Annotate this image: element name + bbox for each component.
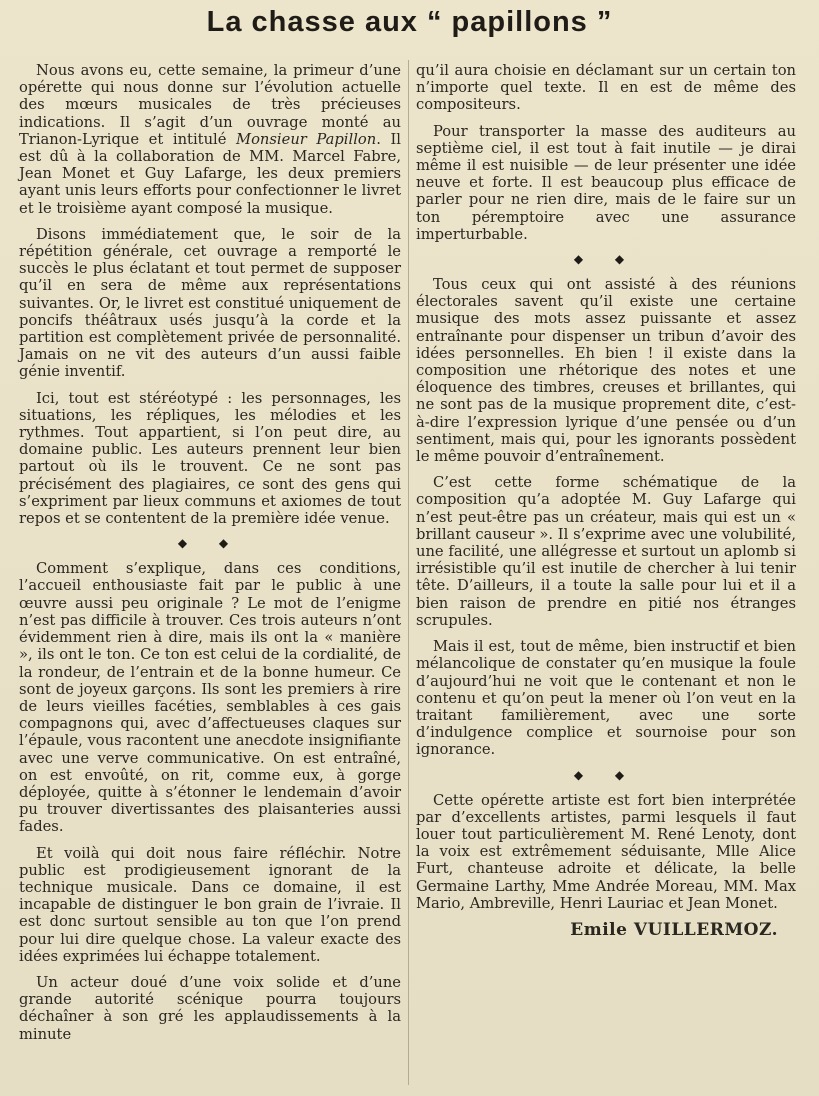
paragraph: Tous ceux qui ont assisté à des réunions électorales savent qu’il existe une certaine musique des mots assez puissante et assez entraînante pour dispenser un tribun d’avoir des idées personnelles. Eh bien ! il existe dans la composition une rhétorique des notes et une éloquence des timbres, creuses et brillantes, qui ne sont pas de la musique proprement dite, c’est-à-dire l’expression lyrique d’une pensée ou d’un sentiment, mais qui, pour les ignorants possèdent le même pouvoir d’entraînement. bbox=[416, 276, 796, 466]
left-column bbox=[19, 62, 401, 1052]
column-divider bbox=[408, 60, 409, 1085]
author-signature: Emile VUILLERMOZ. bbox=[570, 919, 778, 940]
paragraph: Un acteur doué d’une voix solide et d’une grande autorité scénique pourra toujours déchaîner à son gré les applaudissements à la minute bbox=[19, 973, 401, 1043]
article-title: La chasse aux “ papillons ” bbox=[206, 6, 613, 38]
paragraph: Disons immédiatement que, le soir de la répétition générale, cet ouvrage a remporté le succès le plus éclatant et tout permet de supposer qu’il en sera de même aux représentations suivantes. Or, le livret est constitué uniquement de poncifs théâtraux usés jusqu’à la corde et la partition est complètement privée de personnalité. Jamais on ne vit des auteurs d’un aussi faible génie inventif. bbox=[19, 225, 401, 381]
paragraph: Pour transporter la masse des auditeurs au septième ciel, il est tout à fait inutile — je dirai même il est nuisible — de leur présenter une idée neuve et forte. Il est beaucoup plus efficace de parler pour ne rien dire, mais de le faire sur un ton péremptoire avec une assurance imperturbable. bbox=[416, 122, 796, 243]
paragraph: Mais il est, tout de même, bien instructif et bien mélancolique de constater qu’en musique la foule d’aujourd’hui ne voit que le contenant et non le contenu et qu’on peut la mener où l’on veut en la traitant familièrement, avec une sorte d’indulgence complice et sournoise pour son ignorance. bbox=[416, 638, 796, 759]
paragraph: Ici, tout est stéréotypé : les personnages, les situations, les répliques, les mélodies et les rythmes. Tout appartient, si l’on peut dire, au domaine public. Les auteurs prennent leur bien partout où ils le trouvent. Ce ne sont pas précisément des plagiaires, ce sont des gens qui s’expriment par lieux communs et axiomes de tout repos et se contentent de la première idée venue. bbox=[19, 389, 401, 528]
section-ornament: ◆ ◆ bbox=[573, 252, 639, 267]
section-ornament: ◆ ◆ bbox=[177, 536, 243, 551]
section-ornament: ◆ ◆ bbox=[573, 767, 639, 782]
paragraph: C’est cette forme schématique de la composition qu’a adoptée M. Guy Lafarge qui n’est peut-être pas un créateur, mais qui est un « brillant causeur ». Il s’exprime avec une volubilité, une facilité, une allégresse et surtout un aplomb si irrésistible qu’il est inutile de chercher à lui tenir tête. D’ailleurs, il a toute la salle pour lui et il a bien raison de prendre en pitié nos étranges scrupules. bbox=[416, 474, 796, 629]
paragraph: qu’il aura choisie en déclamant sur un certain ton n’importe quel texte. Il en est de même des compositeurs. bbox=[416, 62, 796, 114]
paragraph: Nous avons eu, cette semaine, la primeur d’une opérette qui nous donne sur l’évolution actuelle des mœurs musicales de très précieuses indications. Il s’agit d’un ouvrage monté au Trianon-Lyrique et intitulé Monsieur Papillon. Il est dû à la collaboration de MM. Marcel Fabre, Jean Monet et Guy Lafarge, les deux premiers ayant unis leurs efforts pour confectionner le livret et le troisième ayant composé la musique. bbox=[19, 62, 401, 217]
work-title: Monsieur Papillon bbox=[236, 130, 377, 148]
paragraph: Et voilà qui doit nous faire réfléchir. Notre public est prodigieusement ignorant de la technique musicale. Dans ce domaine, il est incapable de distinguer le bon grain de l’ivraie. Il est donc surtout sensible au ton que l’on prend pour lui dire quelque chose. La valeur exacte des idées exprimées lui échappe totalement. bbox=[19, 844, 401, 965]
paragraph: Comment s’explique, dans ces conditions, l’accueil enthousiaste fait par le public à une œuvre aussi peu originale ? Le mot de l’enigme n’est pas difficile à trouver. Ces trois auteurs n’ont évidemment rien à dire, mais ils ont la « manière », ils ont le ton. Ce ton est celui de la cordialité, de la rondeur, de l’entrain et de la bonne humeur. Ce sont de joyeux garçons. Ils sont les premiers à rire de leurs vieilles facéties, semblables à ces gais compagnons qui, avec d’affectueuses claques sur l’épaule, vous racontent une anecdote insignifiante avec une verve communicative. On est entraîné, on est envoûté, on rit, comme eux, à gorge déployée, quitte à s’étonner le lendemain d’avoir pu trouver divertissantes des plaisanteries aussi fades. bbox=[19, 560, 401, 836]
paragraph: Cette opérette artiste est fort bien interprétée par d’excellents artistes, parmi lesquels il faut louer tout particulièrement M. René Lenoty, dont la voix est extrêmement séduisante, Mlle Alice Furt, chanteuse adroite et délicate, la belle Germaine Larthy, Mme Andrée Moreau, MM. Max Mario, Ambreville, Henri Lauriac et Jean Monet. bbox=[416, 791, 796, 912]
right-column bbox=[416, 62, 796, 939]
